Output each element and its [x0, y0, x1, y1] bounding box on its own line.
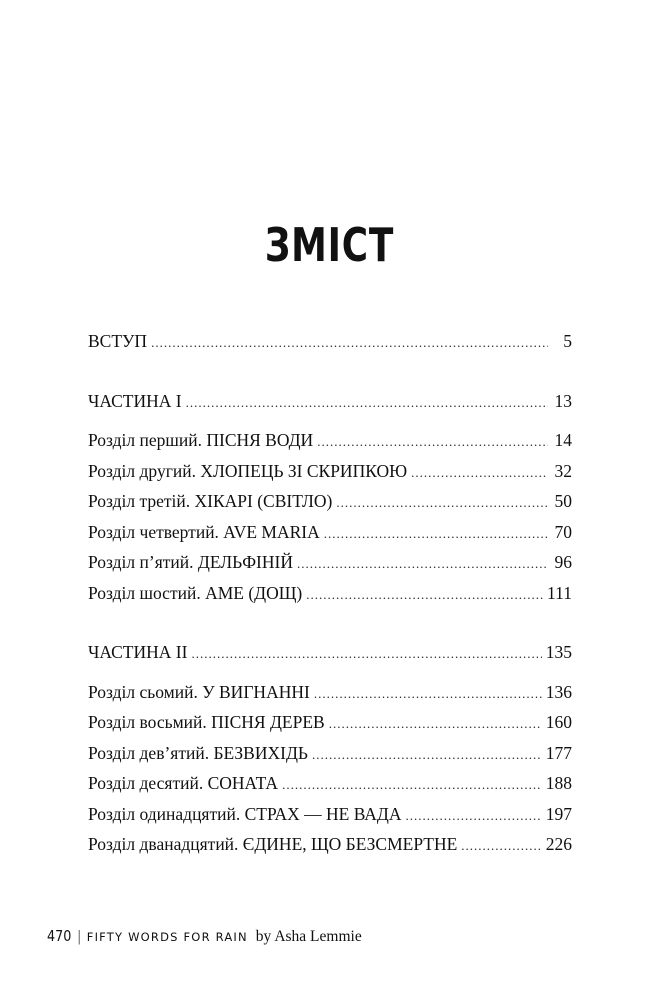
toc-entry — [88, 326, 572, 357]
toc-entry-label: Розділ перший. ПІСНЯ ВОДИ — [88, 430, 314, 450]
page-number: 470 — [47, 927, 72, 945]
toc-leader-dots — [282, 768, 542, 801]
toc-leader-dots — [151, 326, 548, 359]
toc-entry — [88, 517, 572, 548]
toc-entry-page: 13 — [554, 390, 572, 411]
toc-entry-page: 14 — [554, 430, 572, 450]
toc-entry-page: 226 — [545, 834, 572, 854]
toc-entry — [88, 829, 572, 860]
toc-leader-dots — [191, 637, 541, 670]
toc-leader-dots — [312, 738, 542, 771]
toc-leader-dots — [306, 578, 543, 611]
toc-entry-page: 111 — [547, 582, 572, 603]
toc-entry-label: Розділ третій. ХІКАРІ (СВІТЛО) — [88, 491, 333, 511]
toc-entry-label: Розділ дев’ятий. БЕЗВИХІДЬ — [88, 742, 308, 763]
toc-entry-label: Розділ дванадцятий. ЄДИНЕ, ЩО БЕЗСМЕРТНЕ — [88, 834, 458, 854]
toc-entry — [88, 799, 572, 830]
toc-entry-label: Розділ одинадцятий. СТРАХ — НЕ ВАДА — [88, 803, 402, 824]
toc-entry — [88, 578, 572, 609]
author-name: by Asha Lemmie — [255, 928, 362, 945]
toc-entry-page: 177 — [545, 742, 572, 763]
toc-leader-dots — [405, 799, 541, 832]
book-title: FIFTY WORDS FOR RAIN — [86, 930, 248, 944]
toc-entry-label: ЧАСТИНА І — [88, 390, 182, 411]
toc-leader-dots — [186, 386, 548, 419]
toc-entry-page: 96 — [554, 552, 572, 572]
toc-entry-label: ВСТУП — [88, 331, 148, 351]
toc-entry-label: Розділ четвертий. AVE MARIA — [88, 521, 320, 542]
toc-entry — [88, 386, 572, 417]
page-footer — [47, 927, 362, 946]
page-title: ЗМІСТ — [264, 218, 395, 272]
footer-separator: | — [77, 928, 81, 945]
toc-leader-dots — [317, 425, 548, 458]
toc-leader-dots — [314, 677, 542, 710]
toc-entry-label: Розділ восьмий. ПІСНЯ ДЕРЕВ — [88, 712, 325, 732]
toc-entry-page: 5 — [563, 331, 572, 351]
toc-entry-page: 136 — [545, 681, 572, 702]
table-of-contents — [88, 326, 572, 860]
toc-entry-page: 135 — [545, 642, 572, 662]
toc-leader-dots — [336, 486, 548, 519]
toc-leader-dots — [324, 517, 548, 550]
toc-entry — [88, 768, 572, 799]
toc-entry-label: Розділ десятий. СОНАТА — [88, 773, 279, 793]
toc-entry — [88, 637, 572, 668]
toc-entry-label: Розділ п’ятий. ДЕЛЬФІНІЙ — [88, 552, 293, 572]
toc-entry-label: Розділ другий. ХЛОПЕЦЬ ЗІ СКРИПКОЮ — [88, 460, 408, 481]
toc-entry — [88, 486, 572, 517]
toc-entry-page: 50 — [554, 491, 572, 511]
toc-entry — [88, 738, 572, 769]
toc-leader-dots — [461, 829, 541, 862]
toc-entry — [88, 707, 572, 738]
toc-entry — [88, 425, 572, 456]
toc-entry-page: 70 — [554, 521, 572, 542]
toc-entry — [88, 677, 572, 708]
toc-entry-page: 197 — [545, 803, 572, 824]
toc-entry-label: Розділ сьомий. У ВИГНАННІ — [88, 681, 310, 702]
toc-entry-page: 160 — [545, 712, 572, 732]
toc-entry — [88, 456, 572, 487]
toc-entry-page: 32 — [554, 460, 572, 481]
toc-entry-page: 188 — [545, 773, 572, 793]
toc-entry-label: ЧАСТИНА ІІ — [88, 642, 188, 662]
toc-leader-dots — [329, 707, 542, 740]
toc-entry — [88, 547, 572, 578]
toc-entry-label: Розділ шостий. АМЕ (ДОЩ) — [88, 582, 303, 603]
toc-leader-dots — [411, 456, 548, 489]
toc-leader-dots — [297, 547, 548, 580]
